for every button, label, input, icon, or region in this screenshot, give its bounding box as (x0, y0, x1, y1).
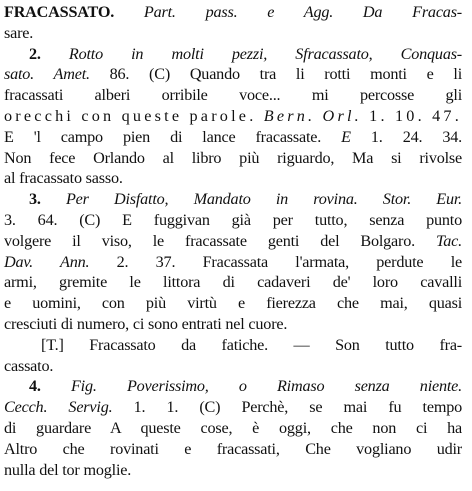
entry-line (4, 2, 462, 22)
entry-line (4, 314, 287, 334)
entry-line (29, 44, 462, 64)
entry-text: al fracassato sasso. (4, 169, 123, 188)
entry-label: 3. (29, 190, 66, 209)
entry-citation: Part. pass. e Agg. (114, 3, 334, 21)
entry-text: 86. (C) Quando tra li rotti monti e li (89, 65, 462, 84)
entry-text: sare. (4, 23, 34, 42)
entry-citation: Fig. Poverissimo, o Rimaso senza niente. (70, 377, 462, 396)
entry-citation: Cecch. Servig. (4, 398, 113, 417)
entry-line (4, 231, 462, 251)
entry-label: FRACASSATO. (4, 3, 115, 21)
entry-text: orecchi con queste parole. (4, 107, 264, 125)
entry-line (29, 376, 462, 396)
entry-citation: Bern. Orl. (263, 107, 362, 125)
entry-citation: Dav. Ann. (4, 252, 90, 271)
entry-label: 2. (29, 44, 69, 63)
entry-line (4, 210, 462, 230)
entry-line (4, 64, 462, 84)
entry-line (4, 439, 462, 459)
entry-line (4, 127, 462, 147)
entry-citation: sato. Amet. (4, 65, 90, 84)
entry-line (4, 460, 131, 480)
entry-text: 1. 1. (C) Perchè, se mai fu tempo (112, 398, 462, 417)
entry-label: 4. (29, 377, 71, 396)
entry-text: 1. 24. 34. (350, 127, 462, 146)
entry-text: di guardare A queste cose, è oggi, che non ci ha (4, 419, 462, 437)
entry-text: E 'l campo pien di lance fracassate. (4, 127, 342, 146)
entry-line (4, 148, 462, 168)
entry-citation: Rotto in molti pezzi, Sfracassato, Conquas- (68, 44, 462, 63)
entry-citation: Tac. (435, 231, 462, 250)
entry-text: cassato. (4, 356, 54, 375)
entry-text: 2. 37. Fracassata l'armata, perdute le (89, 252, 462, 271)
entry-text: e uomini, con più virtù e fierezza che mai, quasi (4, 294, 462, 313)
entry-text: cresciuti di numero, ci sono entrati nel cuore. (4, 315, 288, 333)
entry-citation: Per Disfatto, Mandato in rovina. Stor. Eur. (65, 190, 462, 209)
entry-text: nulla del tor moglie. (4, 460, 132, 479)
entry-line (4, 23, 33, 43)
entry-line (4, 418, 462, 438)
entry-text: [T.] Fracassato da fatiche. — Son tutto fra- (41, 335, 462, 354)
entry-citation: E (341, 127, 351, 146)
entry-line (41, 335, 462, 355)
entry-line (4, 356, 53, 376)
entry-text: 3. 64. (C) E fuggivan già per tutto, senza punto (4, 211, 462, 229)
entry-line (4, 85, 462, 105)
entry-line (4, 293, 462, 313)
entry-text: Non fece Orlando al libro più riguardo, Ma si rivolse (4, 148, 462, 167)
entry-text: armi, gremite le littora di cadaveri de' loro cavalli (4, 273, 462, 292)
entry-line (29, 189, 462, 209)
entry-line (4, 106, 462, 126)
entry-text: Altro che rovinati e fracassati, Che vogliano udir (4, 439, 462, 458)
entry-text: 1. 10. 47. (361, 107, 462, 125)
entry-citation: Da (333, 3, 413, 21)
entry-line (4, 252, 462, 272)
entry-citation: Fracas- (412, 3, 462, 21)
entry-line (4, 397, 462, 417)
entry-line (4, 272, 462, 292)
entry-text: volgere il viso, le fracassate genti del Bolgaro. (4, 231, 436, 250)
entry-line (4, 168, 123, 188)
entry-text: fracassati alberi orribile voce... mi percosse gli (4, 86, 462, 105)
